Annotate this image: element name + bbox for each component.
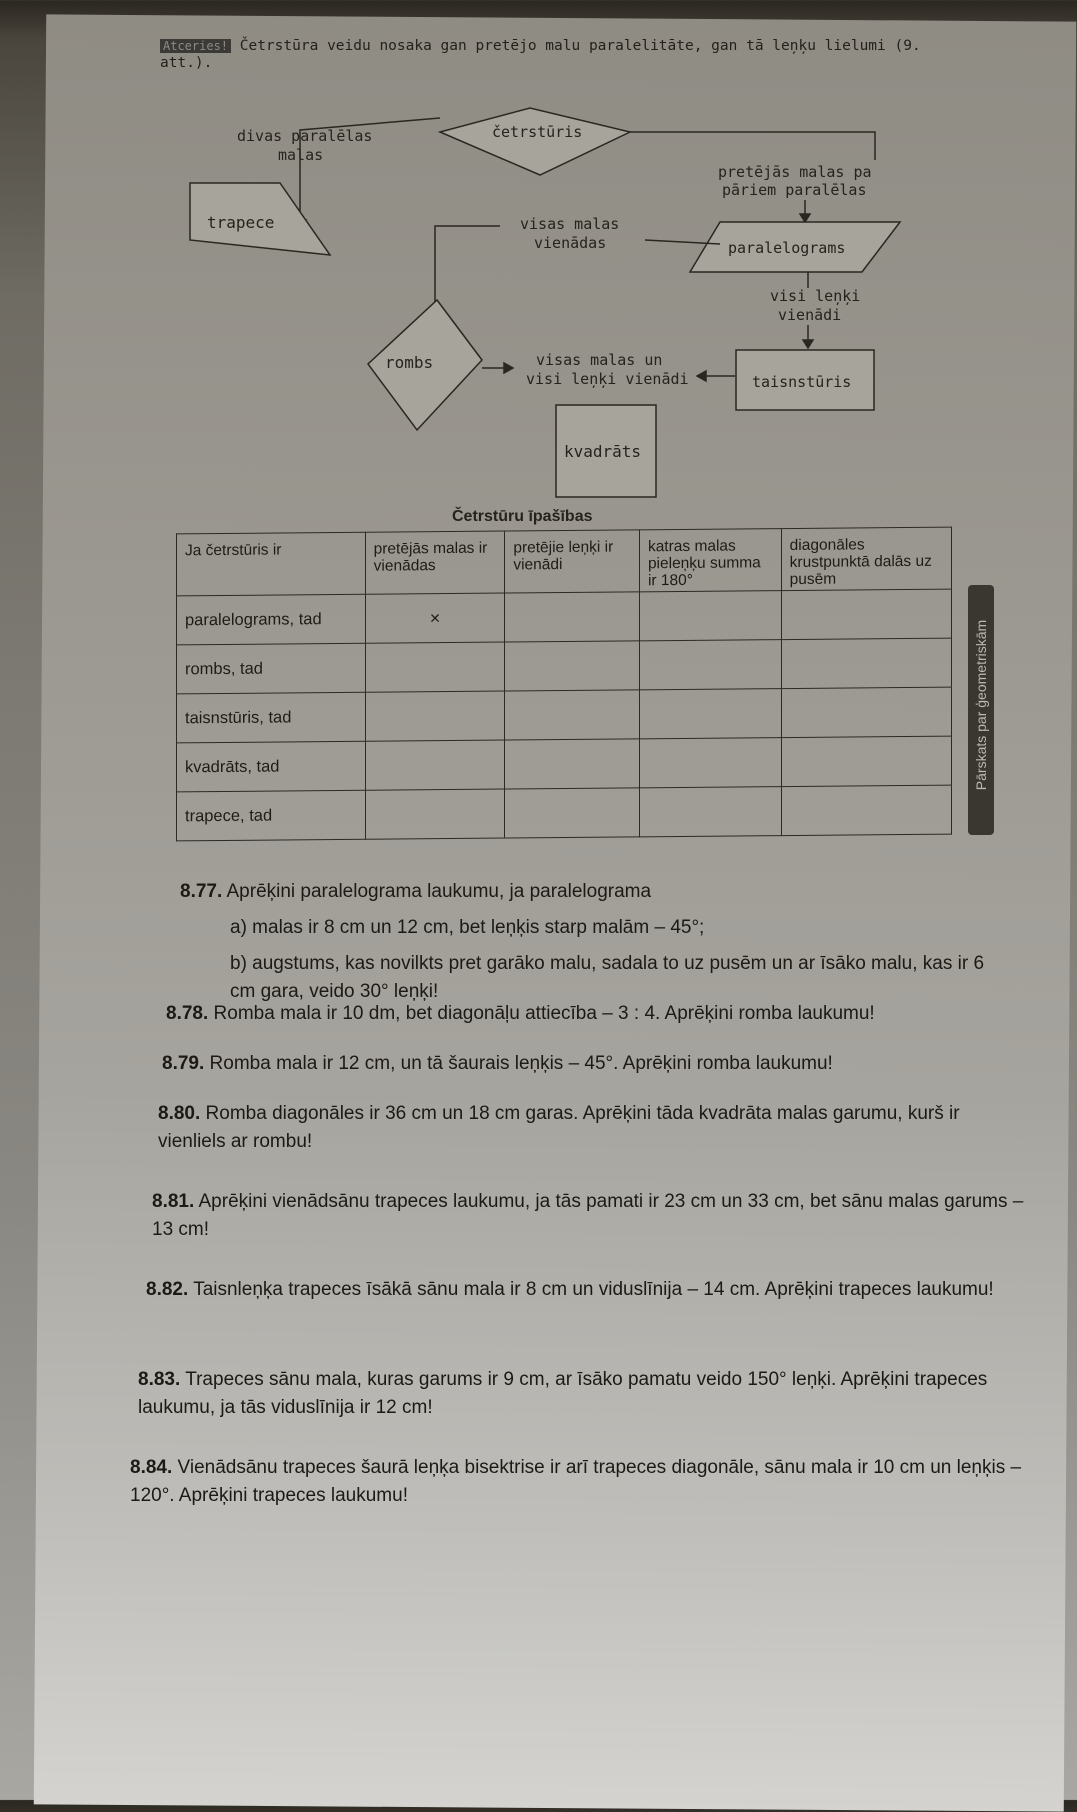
chapter-sidebar-tab xyxy=(968,585,994,835)
row-label: rombs, tad xyxy=(177,643,366,694)
table-cell xyxy=(639,689,781,739)
table-cell xyxy=(505,739,640,789)
rombs-label: rombs xyxy=(385,353,434,372)
table-cell xyxy=(365,789,505,839)
exercise-text: Vienādsānu trapeces šaurā leņķa bisektrise ir arī trapeces diagonāle, sānu mala ir 10 cm un leņķis – 120°. Aprēķini trapeces laukumu! xyxy=(130,1457,1022,1506)
exercise-number: 8.78. xyxy=(166,1003,209,1024)
exercise-text: Taisnleņķa trapeces īsākā sānu mala ir 8 cm un viduslīnija – 14 cm. Aprēķini trapeces laukumu! xyxy=(193,1279,994,1300)
exercise-number: 8.83. xyxy=(138,1369,181,1390)
exercise-number: 8.82. xyxy=(146,1279,189,1300)
properties-table xyxy=(176,527,952,842)
row-label: taisnstūris, tad xyxy=(177,692,366,743)
header-cell: pretējās malas ir vienādas xyxy=(365,531,505,594)
exercise-item xyxy=(138,1366,1038,1422)
pretejas-malas-line2: pāriem paralēlas xyxy=(722,181,867,199)
visi-lenki-line2: vienādi xyxy=(778,306,842,324)
table-header-row xyxy=(177,527,952,596)
row-label: paralelograms, tad xyxy=(177,594,366,645)
exercise-text: Romba mala ir 10 dm, bet diagonāļu attiecība – 3 : 4. Aprēķini romba laukumu! xyxy=(213,1003,875,1024)
kvadrats-label: kvadrāts xyxy=(564,442,642,461)
cetrsturis-shape xyxy=(440,108,630,175)
table-title: Četrstūru īpašības xyxy=(452,508,593,525)
table-cell xyxy=(639,591,781,641)
table-cell xyxy=(781,785,951,835)
visas-malas-line1: visas malas xyxy=(520,215,620,233)
exercise-number: 8.80. xyxy=(158,1103,201,1124)
quadrilateral-diagram xyxy=(0,0,1077,520)
exercise-text: Romba diagonāles ir 36 cm un 18 cm garas. Aprēķini tāda kvadrāta malas garumu, kurš ir vienliels ar rombu! xyxy=(158,1103,960,1152)
table-cell xyxy=(639,787,781,837)
exercise-text: Romba mala ir 12 cm, un tā šaurais leņķis – 45°. Aprēķini romba laukumu! xyxy=(209,1053,833,1074)
exercise-number: 8.84. xyxy=(130,1457,173,1478)
exercise-text: Trapeces sānu mala, kuras garums ir 9 cm, ar īsāko pamatu veido 150° leņķi. Aprēķini trapeces laukumu, ja tās viduslīnija ir 12 cm! xyxy=(138,1369,988,1418)
table-row xyxy=(177,589,952,645)
paralelograms-label: paralelograms xyxy=(728,239,846,257)
visas-malas-lenki-line2: visi leņķi vienādi xyxy=(526,370,689,388)
table-cell xyxy=(639,738,781,788)
table-cell xyxy=(505,641,640,691)
exercise-item xyxy=(130,1454,1045,1510)
table-cell xyxy=(505,690,640,740)
exercise-subitem: a) malas ir 8 cm un 12 cm, bet leņķis starp malām – 45°; xyxy=(230,917,705,938)
exercise-item xyxy=(166,1000,1026,1028)
table-cell xyxy=(781,589,951,639)
exercise-item xyxy=(146,1276,1031,1304)
header-cell: pretējie leņķi ir vienādi xyxy=(505,530,640,593)
intro-sentence: Četrstūra veidu nosaka gan pretējo malu paralelitāte, gan tā leņķu lielumi (9. att.). xyxy=(160,38,921,71)
trapece-label: trapece xyxy=(207,213,275,232)
exercise-text: Aprēķini vienādsānu trapeces laukumu, ja tās pamati ir 23 cm un 33 cm, bet sānu malas garums – 13 cm! xyxy=(152,1191,1024,1240)
table-cell xyxy=(365,740,505,790)
visi-lenki-line1: visi leņķi xyxy=(770,287,861,305)
table-row xyxy=(177,785,952,841)
exercise-number: 8.77. xyxy=(180,881,223,902)
table-cell xyxy=(781,638,951,688)
exercise-item xyxy=(158,1100,1028,1156)
row-label: trapece, tad xyxy=(177,790,366,841)
exercise-number: 8.81. xyxy=(152,1191,195,1212)
exercise-number: 8.79. xyxy=(162,1053,205,1074)
exercise-item xyxy=(152,1188,1032,1244)
taisnsturis-label: taisnstūris xyxy=(752,373,852,391)
exercise-text: Aprēķini paralelograma laukumu, ja paralelograma xyxy=(226,881,652,902)
header-cell: katras malas pieleņķu summa ir 180° xyxy=(639,529,781,592)
cetrsturis-label: četrstūris xyxy=(492,123,583,141)
divas-paralelas-line1: divas paralēlas xyxy=(237,127,373,145)
divas-paralelas-line2: malas xyxy=(278,146,324,164)
remember-tag: Atceries! xyxy=(160,39,231,53)
table-cell xyxy=(365,642,505,692)
visas-malas-lenki-line1: visas malas un xyxy=(536,351,663,369)
exercise-item xyxy=(162,1050,1022,1078)
table-cell xyxy=(639,640,781,690)
table-cell xyxy=(505,592,640,642)
header-cell: Ja četrstūris ir xyxy=(177,532,366,596)
pretejas-malas-line1: pretējās malas pa xyxy=(718,163,872,181)
header-cell: diagonāles krustpunktā dalās uz pusēm xyxy=(781,527,951,590)
table-cell xyxy=(505,788,640,838)
table-row xyxy=(177,687,952,743)
table-row xyxy=(177,638,952,694)
visas-malas-line2: vienādas xyxy=(534,234,607,252)
exercise-subitem: b) augstums, kas novilkts pret garāko malu, sadala to uz pusēm un ar īsāko malu, kas ir 6 cm gara, veido 30° leņķi! xyxy=(230,953,985,1002)
table-cell xyxy=(781,687,951,737)
sidebar-label: Pārskats par ģeometriskām xyxy=(973,619,989,791)
exercise-item xyxy=(180,878,1030,1006)
table-cell xyxy=(781,736,951,786)
table-cell: × xyxy=(365,593,505,643)
table-row xyxy=(177,736,952,792)
row-label: kvadrāts, tad xyxy=(177,741,366,792)
table-cell xyxy=(365,691,505,741)
